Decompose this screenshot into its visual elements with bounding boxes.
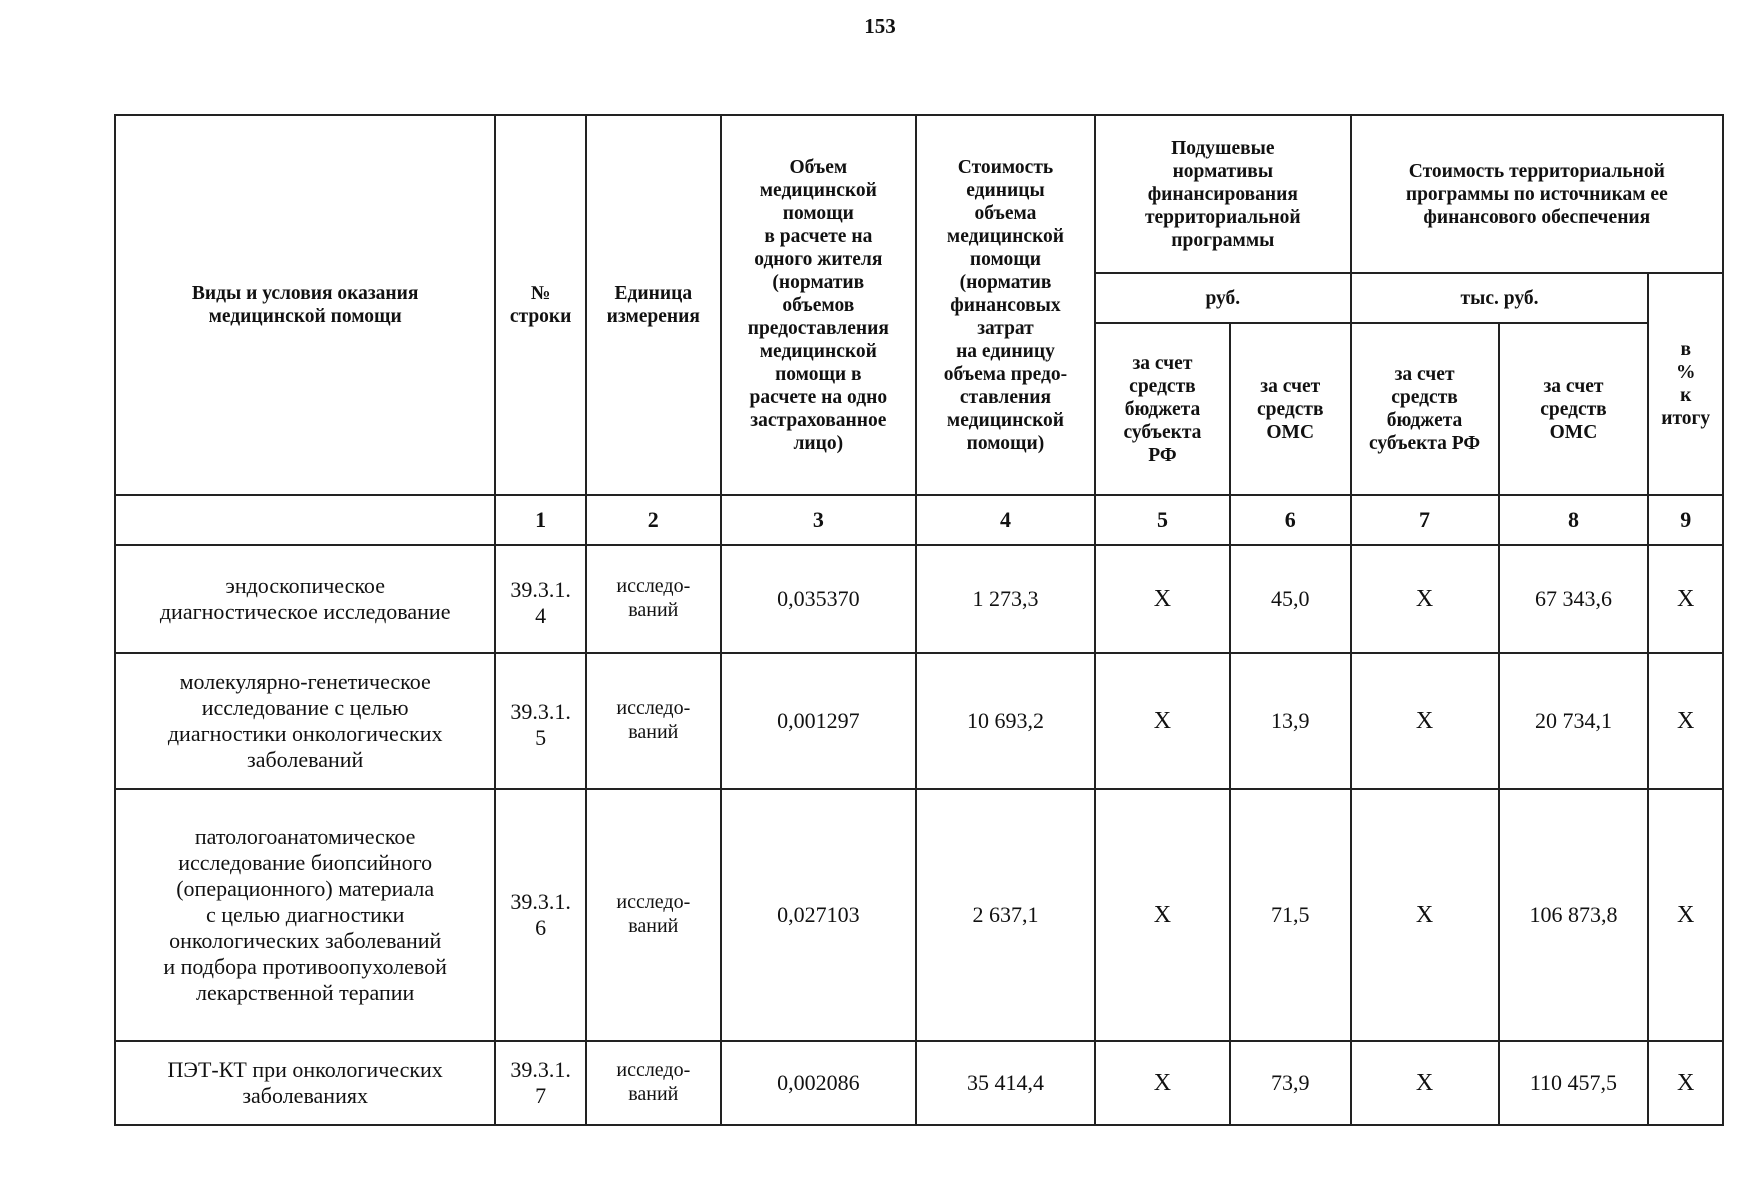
cell-unit: исследо- ваний: [586, 653, 721, 789]
column-number: 3: [721, 495, 916, 545]
column-number: 5: [1095, 495, 1230, 545]
header-row-number: № строки: [495, 115, 586, 495]
page-number: 153: [864, 14, 896, 38]
cell-volume: 0,035370: [721, 545, 916, 653]
cell-volume: 0,001297: [721, 653, 916, 789]
header-total-budget: за счет средств бюджета субъекта РФ: [1351, 323, 1499, 495]
column-number: [115, 495, 495, 545]
cell-unit-cost: 10 693,2: [916, 653, 1095, 789]
cell-volume: 0,002086: [721, 1041, 916, 1125]
header-volume: Объем медицинской помощи в расчете на одного жителя (норматив объемов предоставления медицинской помощи в расчете на одно застрахованное лицо): [721, 115, 916, 495]
financing-table: [114, 114, 1724, 1126]
cell-per-capita-budget: Х: [1095, 653, 1230, 789]
header-rub: руб.: [1095, 273, 1351, 323]
column-number: 9: [1648, 495, 1723, 545]
cell-unit: исследо- ваний: [586, 789, 721, 1041]
cell-unit-cost: 1 273,3: [916, 545, 1095, 653]
column-number: 8: [1499, 495, 1649, 545]
column-numbers-row: [115, 495, 1723, 545]
cell-total-budget: Х: [1351, 789, 1499, 1041]
table-row: [115, 653, 1723, 789]
cell-total-oms: 106 873,8: [1499, 789, 1649, 1041]
cell-per-capita-oms: 71,5: [1230, 789, 1351, 1041]
header-per-capita-group: Подушевые нормативы финансирования территориальной программы: [1095, 115, 1351, 273]
header-thousand-rub: тыс. руб.: [1351, 273, 1649, 323]
header-per-capita-oms: за счет средств ОМС: [1230, 323, 1351, 495]
header-unit-cost: Стоимость единицы объема медицинской помощи (норматив финансовых затрат на единицу объема предо- ставления медицинской помощи): [916, 115, 1095, 495]
cell-row-number: 39.3.1. 6: [495, 789, 586, 1041]
column-number: 6: [1230, 495, 1351, 545]
cell-volume: 0,027103: [721, 789, 916, 1041]
cell-row-number: 39.3.1. 7: [495, 1041, 586, 1125]
cell-percent: Х: [1648, 653, 1723, 789]
cell-per-capita-budget: Х: [1095, 789, 1230, 1041]
cell-unit: исследо- ваний: [586, 545, 721, 653]
cell-per-capita-budget: Х: [1095, 1041, 1230, 1125]
cell-row-number: 39.3.1. 4: [495, 545, 586, 653]
cell-total-budget: Х: [1351, 545, 1499, 653]
cell-total-budget: Х: [1351, 653, 1499, 789]
header-kind: Виды и условия оказания медицинской помощи: [115, 115, 495, 495]
cell-unit: исследо- ваний: [586, 1041, 721, 1125]
cell-percent: Х: [1648, 545, 1723, 653]
header-total-oms: за счет средств ОМС: [1499, 323, 1649, 495]
cell-percent: Х: [1648, 1041, 1723, 1125]
column-number: 1: [495, 495, 586, 545]
cell-kind: молекулярно-генетическое исследование с целью диагностики онкологических заболеваний: [115, 653, 495, 789]
cell-per-capita-budget: Х: [1095, 545, 1230, 653]
cell-kind: эндоскопическое диагностическое исследование: [115, 545, 495, 653]
cell-row-number: 39.3.1. 5: [495, 653, 586, 789]
cell-total-budget: Х: [1351, 1041, 1499, 1125]
cell-per-capita-oms: 13,9: [1230, 653, 1351, 789]
cell-kind: ПЭТ-КТ при онкологических заболеваниях: [115, 1041, 495, 1125]
column-number: 4: [916, 495, 1095, 545]
table-row: [115, 545, 1723, 653]
table-row: [115, 789, 1723, 1041]
header-percent: в % к итогу: [1648, 273, 1723, 495]
cell-total-oms: 20 734,1: [1499, 653, 1649, 789]
header-per-capita-budget: за счет средств бюджета субъекта РФ: [1095, 323, 1230, 495]
cell-per-capita-oms: 45,0: [1230, 545, 1351, 653]
cell-total-oms: 110 457,5: [1499, 1041, 1649, 1125]
cell-kind: патологоанатомическое исследование биопсийного (операционного) материала с целью диагностики онкологических заболеваний и подбора противоопухолевой лекарственной терапии: [115, 789, 495, 1041]
column-number: 2: [586, 495, 721, 545]
cell-unit-cost: 35 414,4: [916, 1041, 1095, 1125]
cell-per-capita-oms: 73,9: [1230, 1041, 1351, 1125]
cell-percent: Х: [1648, 789, 1723, 1041]
header-row-1: [115, 115, 1723, 273]
cell-unit-cost: 2 637,1: [916, 789, 1095, 1041]
header-total-group: Стоимость территориальной программы по источникам ее финансового обеспечения: [1351, 115, 1723, 273]
header-unit: Единица измерения: [586, 115, 721, 495]
table-row: [115, 1041, 1723, 1125]
cell-total-oms: 67 343,6: [1499, 545, 1649, 653]
column-number: 7: [1351, 495, 1499, 545]
